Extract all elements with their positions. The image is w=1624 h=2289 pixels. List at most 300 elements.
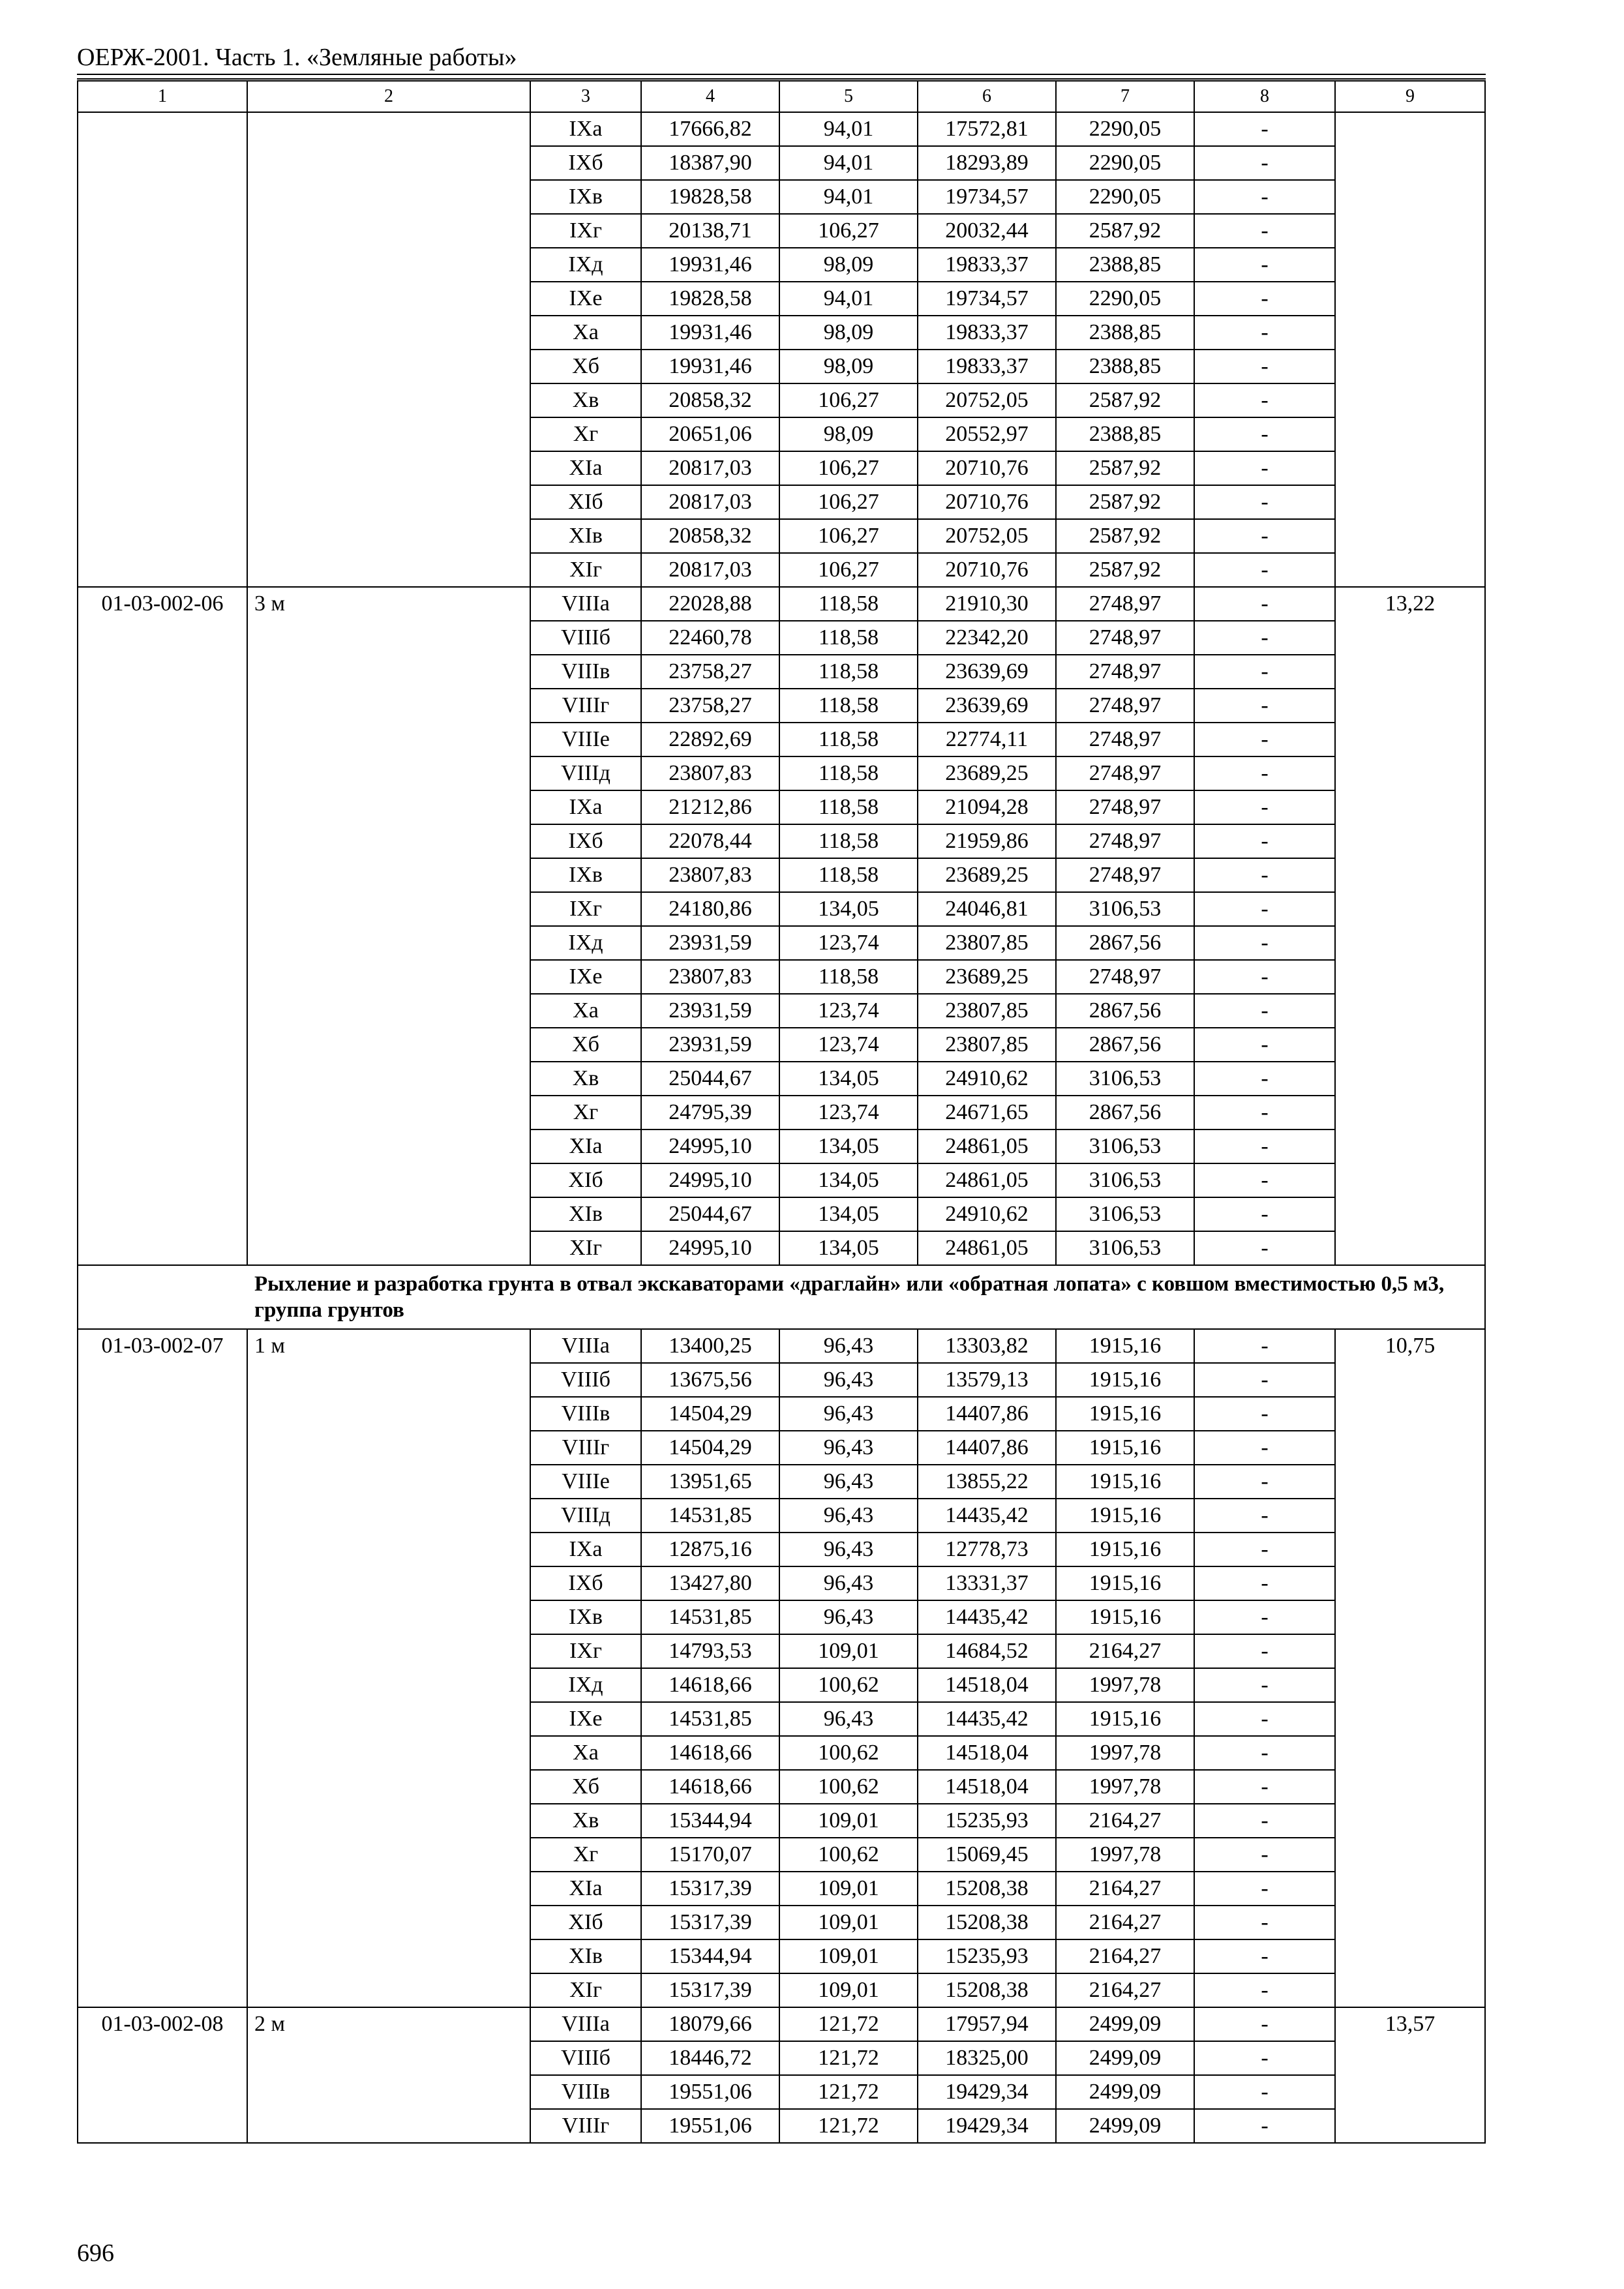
soil-group: IXа [530, 112, 641, 146]
column-header: 9 [1335, 81, 1485, 112]
total-cost: 23931,59 [641, 1028, 779, 1062]
soil-group: XIг [530, 1973, 641, 2007]
header-rule-bottom [77, 78, 1486, 80]
machine-cost: 14435,42 [918, 1702, 1056, 1736]
operator-wage: 2748,97 [1056, 689, 1194, 723]
soil-group: Xг [530, 1096, 641, 1130]
operator-wage: 2499,09 [1056, 2041, 1194, 2075]
table-row [78, 112, 1485, 146]
operator-wage: 3106,53 [1056, 1197, 1194, 1231]
soil-group: Xб [530, 1770, 641, 1804]
total-cost: 13427,80 [641, 1566, 779, 1600]
total-cost: 15344,94 [641, 1939, 779, 1973]
operator-wage: 2164,27 [1056, 1906, 1194, 1939]
machine-cost: 24910,62 [918, 1197, 1056, 1231]
column-header: 3 [530, 81, 641, 112]
total-cost: 20858,32 [641, 383, 779, 417]
material-cost: - [1194, 1939, 1335, 1973]
wage-cost: 98,09 [779, 316, 918, 350]
total-cost: 24795,39 [641, 1096, 779, 1130]
operator-wage: 2867,56 [1056, 926, 1194, 960]
machine-cost: 20752,05 [918, 519, 1056, 553]
material-cost: - [1194, 2075, 1335, 2109]
operator-wage: 2499,09 [1056, 2075, 1194, 2109]
wage-cost: 96,43 [779, 1566, 918, 1600]
column-header: 2 [247, 81, 530, 112]
soil-group: VIIIб [530, 1363, 641, 1397]
material-cost: - [1194, 1906, 1335, 1939]
total-cost: 14531,85 [641, 1499, 779, 1533]
total-cost: 14793,53 [641, 1634, 779, 1668]
total-cost: 19551,06 [641, 2109, 779, 2143]
operator-wage: 2499,09 [1056, 2109, 1194, 2143]
operator-wage: 2499,09 [1056, 2007, 1194, 2041]
material-cost: - [1194, 1566, 1335, 1600]
operator-wage: 2164,27 [1056, 1634, 1194, 1668]
operator-wage: 1915,16 [1056, 1600, 1194, 1634]
material-cost: - [1194, 756, 1335, 790]
material-cost: - [1194, 383, 1335, 417]
table-row [78, 2007, 1485, 2041]
wage-cost: 118,58 [779, 960, 918, 994]
soil-group: IXб [530, 824, 641, 858]
soil-group: IXг [530, 1634, 641, 1668]
rate-code: 01-03-002-08 [78, 2007, 247, 2143]
machine-cost: 23689,25 [918, 960, 1056, 994]
material-cost: - [1194, 2041, 1335, 2075]
operator-wage: 1915,16 [1056, 1533, 1194, 1566]
material-cost: - [1194, 2109, 1335, 2143]
total-cost: 25044,67 [641, 1062, 779, 1096]
wage-cost: 98,09 [779, 350, 918, 383]
soil-group: VIIIб [530, 621, 641, 655]
soil-group: Xа [530, 1736, 641, 1770]
operator-wage: 2748,97 [1056, 960, 1194, 994]
machine-cost: 23807,85 [918, 926, 1056, 960]
operator-wage: 1915,16 [1056, 1702, 1194, 1736]
total-cost: 20817,03 [641, 485, 779, 519]
column-header: 7 [1056, 81, 1194, 112]
machine-cost: 18293,89 [918, 146, 1056, 180]
depth-label [247, 112, 530, 587]
soil-group: XIа [530, 1872, 641, 1906]
soil-group: XIа [530, 451, 641, 485]
material-cost: - [1194, 1702, 1335, 1736]
total-cost: 23931,59 [641, 994, 779, 1028]
wage-cost: 106,27 [779, 519, 918, 553]
wage-cost: 94,01 [779, 146, 918, 180]
operator-wage: 2748,97 [1056, 655, 1194, 689]
column-header: 1 [78, 81, 247, 112]
machine-cost: 15235,93 [918, 1804, 1056, 1838]
wage-cost: 123,74 [779, 1096, 918, 1130]
price-table [77, 80, 1486, 2144]
soil-group: IXд [530, 926, 641, 960]
machine-cost: 20710,76 [918, 485, 1056, 519]
depth-label: 3 м [247, 587, 530, 1265]
operator-wage: 2867,56 [1056, 1096, 1194, 1130]
operator-wage: 2748,97 [1056, 723, 1194, 756]
column-header: 5 [779, 81, 918, 112]
wage-cost: 121,72 [779, 2109, 918, 2143]
wage-cost: 94,01 [779, 112, 918, 146]
rate-code: 01-03-002-06 [78, 587, 247, 1265]
total-cost: 18387,90 [641, 146, 779, 180]
material-cost: - [1194, 1973, 1335, 2007]
operator-wage: 3106,53 [1056, 892, 1194, 926]
machine-cost: 13303,82 [918, 1329, 1056, 1363]
soil-group: XIб [530, 1906, 641, 1939]
wage-cost: 96,43 [779, 1431, 918, 1465]
soil-group: VIIIв [530, 655, 641, 689]
rate-code [78, 112, 247, 587]
soil-group: IXд [530, 248, 641, 282]
operator-wage: 3106,53 [1056, 1163, 1194, 1197]
operator-wage: 2388,85 [1056, 350, 1194, 383]
machine-cost: 13855,22 [918, 1465, 1056, 1499]
machine-cost: 15235,93 [918, 1939, 1056, 1973]
material-cost: - [1194, 112, 1335, 146]
material-cost: - [1194, 1668, 1335, 1702]
total-cost: 18446,72 [641, 2041, 779, 2075]
operator-wage: 2748,97 [1056, 790, 1194, 824]
soil-group: XIг [530, 1231, 641, 1265]
machine-cost: 21959,86 [918, 824, 1056, 858]
operator-wage: 2290,05 [1056, 180, 1194, 214]
material-cost: - [1194, 214, 1335, 248]
operator-wage: 1915,16 [1056, 1566, 1194, 1600]
soil-group: IXе [530, 960, 641, 994]
machine-cost: 19734,57 [918, 180, 1056, 214]
material-cost: - [1194, 926, 1335, 960]
total-cost: 14504,29 [641, 1397, 779, 1431]
soil-group: VIIIд [530, 1499, 641, 1533]
labor-cost [1335, 112, 1485, 587]
material-cost: - [1194, 1736, 1335, 1770]
wage-cost: 134,05 [779, 1130, 918, 1163]
material-cost: - [1194, 1231, 1335, 1265]
operator-wage: 1997,78 [1056, 1770, 1194, 1804]
soil-group: IXд [530, 1668, 641, 1702]
total-cost: 23807,83 [641, 960, 779, 994]
machine-cost: 19833,37 [918, 248, 1056, 282]
machine-cost: 15208,38 [918, 1872, 1056, 1906]
total-cost: 23807,83 [641, 858, 779, 892]
soil-group: IXа [530, 790, 641, 824]
soil-group: XIв [530, 1939, 641, 1973]
soil-group: VIIIв [530, 1397, 641, 1431]
soil-group: VIIIг [530, 2109, 641, 2143]
total-cost: 13951,65 [641, 1465, 779, 1499]
material-cost: - [1194, 519, 1335, 553]
machine-cost: 20552,97 [918, 417, 1056, 451]
total-cost: 23807,83 [641, 756, 779, 790]
operator-wage: 2867,56 [1056, 994, 1194, 1028]
total-cost: 13400,25 [641, 1329, 779, 1363]
table-row [78, 587, 1485, 621]
soil-group: VIIIа [530, 1329, 641, 1363]
material-cost: - [1194, 417, 1335, 451]
wage-cost: 118,58 [779, 689, 918, 723]
total-cost: 19551,06 [641, 2075, 779, 2109]
total-cost: 12875,16 [641, 1533, 779, 1566]
total-cost: 14504,29 [641, 1431, 779, 1465]
soil-group: IXв [530, 180, 641, 214]
machine-cost: 23807,85 [918, 994, 1056, 1028]
wage-cost: 109,01 [779, 1939, 918, 1973]
machine-cost: 20710,76 [918, 451, 1056, 485]
material-cost: - [1194, 1872, 1335, 1906]
soil-group: VIIIа [530, 2007, 641, 2041]
total-cost: 19931,46 [641, 350, 779, 383]
machine-cost: 23639,69 [918, 655, 1056, 689]
total-cost: 15317,39 [641, 1872, 779, 1906]
soil-group: VIIIд [530, 756, 641, 790]
machine-cost: 18325,00 [918, 2041, 1056, 2075]
total-cost: 14531,85 [641, 1702, 779, 1736]
material-cost: - [1194, 1600, 1335, 1634]
total-cost: 14618,66 [641, 1668, 779, 1702]
soil-group: IXб [530, 146, 641, 180]
soil-group: IXб [530, 1566, 641, 1600]
wage-cost: 96,43 [779, 1600, 918, 1634]
machine-cost: 14407,86 [918, 1431, 1056, 1465]
total-cost: 15344,94 [641, 1804, 779, 1838]
material-cost: - [1194, 1804, 1335, 1838]
depth-label: 2 м [247, 2007, 530, 2143]
machine-cost: 20032,44 [918, 214, 1056, 248]
material-cost: - [1194, 824, 1335, 858]
material-cost: - [1194, 723, 1335, 756]
machine-cost: 21910,30 [918, 587, 1056, 621]
operator-wage: 2290,05 [1056, 146, 1194, 180]
operator-wage: 2388,85 [1056, 417, 1194, 451]
wage-cost: 118,58 [779, 756, 918, 790]
machine-cost: 19833,37 [918, 316, 1056, 350]
soil-group: Xв [530, 1062, 641, 1096]
wage-cost: 121,72 [779, 2041, 918, 2075]
machine-cost: 15069,45 [918, 1838, 1056, 1872]
header-rule-top [77, 74, 1486, 75]
column-header: 8 [1194, 81, 1335, 112]
wage-cost: 121,72 [779, 2075, 918, 2109]
material-cost: - [1194, 1197, 1335, 1231]
machine-cost: 19429,34 [918, 2109, 1056, 2143]
wage-cost: 109,01 [779, 1906, 918, 1939]
wage-cost: 100,62 [779, 1736, 918, 1770]
operator-wage: 2388,85 [1056, 316, 1194, 350]
machine-cost: 13579,13 [918, 1363, 1056, 1397]
wage-cost: 118,58 [779, 723, 918, 756]
soil-group: IXе [530, 1702, 641, 1736]
material-cost: - [1194, 1770, 1335, 1804]
material-cost: - [1194, 1838, 1335, 1872]
machine-cost: 15208,38 [918, 1973, 1056, 2007]
material-cost: - [1194, 621, 1335, 655]
machine-cost: 20710,76 [918, 553, 1056, 587]
column-header: 6 [918, 81, 1056, 112]
total-cost: 20858,32 [641, 519, 779, 553]
soil-group: XIг [530, 553, 641, 587]
soil-group: IXе [530, 282, 641, 316]
wage-cost: 100,62 [779, 1770, 918, 1804]
operator-wage: 2748,97 [1056, 824, 1194, 858]
operator-wage: 1915,16 [1056, 1329, 1194, 1363]
total-cost: 14531,85 [641, 1600, 779, 1634]
soil-group: IXв [530, 1600, 641, 1634]
soil-group: Xг [530, 1838, 641, 1872]
soil-group: IXв [530, 858, 641, 892]
wage-cost: 109,01 [779, 1804, 918, 1838]
machine-cost: 24910,62 [918, 1062, 1056, 1096]
wage-cost: 109,01 [779, 1872, 918, 1906]
total-cost: 19931,46 [641, 316, 779, 350]
operator-wage: 1997,78 [1056, 1668, 1194, 1702]
total-cost: 22078,44 [641, 824, 779, 858]
total-cost: 21212,86 [641, 790, 779, 824]
machine-cost: 24861,05 [918, 1231, 1056, 1265]
wage-cost: 100,62 [779, 1838, 918, 1872]
machine-cost: 14518,04 [918, 1770, 1056, 1804]
operator-wage: 3106,53 [1056, 1231, 1194, 1265]
machine-cost: 14435,42 [918, 1600, 1056, 1634]
material-cost: - [1194, 2007, 1335, 2041]
wage-cost: 118,58 [779, 824, 918, 858]
total-cost: 24995,10 [641, 1231, 779, 1265]
operator-wage: 1997,78 [1056, 1736, 1194, 1770]
table-row [78, 1329, 1485, 1363]
soil-group: Xб [530, 350, 641, 383]
total-cost: 14618,66 [641, 1736, 779, 1770]
material-cost: - [1194, 790, 1335, 824]
wage-cost: 109,01 [779, 1634, 918, 1668]
material-cost: - [1194, 689, 1335, 723]
section-row [78, 1265, 1485, 1329]
operator-wage: 2388,85 [1056, 248, 1194, 282]
wage-cost: 94,01 [779, 180, 918, 214]
wage-cost: 134,05 [779, 1163, 918, 1197]
operator-wage: 2587,92 [1056, 485, 1194, 519]
machine-cost: 24671,65 [918, 1096, 1056, 1130]
total-cost: 22028,88 [641, 587, 779, 621]
soil-group: VIIIб [530, 2041, 641, 2075]
total-cost: 15170,07 [641, 1838, 779, 1872]
machine-cost: 23807,85 [918, 1028, 1056, 1062]
machine-cost: 14435,42 [918, 1499, 1056, 1533]
wage-cost: 118,58 [779, 621, 918, 655]
labor-cost: 13,22 [1335, 587, 1485, 1265]
soil-group: IXг [530, 214, 641, 248]
operator-wage: 1915,16 [1056, 1363, 1194, 1397]
wage-cost: 134,05 [779, 1062, 918, 1096]
material-cost: - [1194, 1363, 1335, 1397]
operator-wage: 2587,92 [1056, 214, 1194, 248]
total-cost: 19828,58 [641, 180, 779, 214]
material-cost: - [1194, 1533, 1335, 1566]
machine-cost: 17957,94 [918, 2007, 1056, 2041]
operator-wage: 1997,78 [1056, 1838, 1194, 1872]
machine-cost: 24861,05 [918, 1163, 1056, 1197]
operator-wage: 2748,97 [1056, 858, 1194, 892]
section-cell [78, 1265, 1485, 1329]
operator-wage: 2587,92 [1056, 553, 1194, 587]
wage-cost: 134,05 [779, 892, 918, 926]
wage-cost: 121,72 [779, 2007, 918, 2041]
total-cost: 23758,27 [641, 655, 779, 689]
soil-group: XIв [530, 519, 641, 553]
wage-cost: 106,27 [779, 383, 918, 417]
page-number: 696 [77, 2239, 114, 2267]
material-cost: - [1194, 1130, 1335, 1163]
machine-cost: 15208,38 [918, 1906, 1056, 1939]
total-cost: 20651,06 [641, 417, 779, 451]
material-cost: - [1194, 350, 1335, 383]
soil-group: Xб [530, 1028, 641, 1062]
total-cost: 22892,69 [641, 723, 779, 756]
machine-cost: 23639,69 [918, 689, 1056, 723]
total-cost: 19828,58 [641, 282, 779, 316]
operator-wage: 2748,97 [1056, 587, 1194, 621]
total-cost: 23931,59 [641, 926, 779, 960]
total-cost: 14618,66 [641, 1770, 779, 1804]
operator-wage: 3106,53 [1056, 1130, 1194, 1163]
material-cost: - [1194, 1397, 1335, 1431]
rate-code: 01-03-002-07 [78, 1329, 247, 2007]
operator-wage: 2290,05 [1056, 282, 1194, 316]
soil-group: Xг [530, 417, 641, 451]
page-header: ОЕРЖ-2001. Часть 1. «Земляные работы» [77, 44, 517, 71]
wage-cost: 96,43 [779, 1499, 918, 1533]
wage-cost: 109,01 [779, 1973, 918, 2007]
operator-wage: 2164,27 [1056, 1872, 1194, 1906]
machine-cost: 14684,52 [918, 1634, 1056, 1668]
soil-group: Xа [530, 316, 641, 350]
material-cost: - [1194, 1465, 1335, 1499]
material-cost: - [1194, 1499, 1335, 1533]
machine-cost: 19734,57 [918, 282, 1056, 316]
machine-cost: 17572,81 [918, 112, 1056, 146]
machine-cost: 14407,86 [918, 1397, 1056, 1431]
material-cost: - [1194, 1329, 1335, 1363]
operator-wage: 2164,27 [1056, 1939, 1194, 1973]
machine-cost: 23689,25 [918, 756, 1056, 790]
machine-cost: 19833,37 [918, 350, 1056, 383]
operator-wage: 2867,56 [1056, 1028, 1194, 1062]
total-cost: 17666,82 [641, 112, 779, 146]
machine-cost: 22342,20 [918, 621, 1056, 655]
total-cost: 19931,46 [641, 248, 779, 282]
operator-wage: 2587,92 [1056, 451, 1194, 485]
total-cost: 13675,56 [641, 1363, 779, 1397]
soil-group: XIа [530, 1130, 641, 1163]
total-cost: 23758,27 [641, 689, 779, 723]
wage-cost: 106,27 [779, 553, 918, 587]
machine-cost: 24861,05 [918, 1130, 1056, 1163]
operator-wage: 2748,97 [1056, 756, 1194, 790]
soil-group: IXг [530, 892, 641, 926]
wage-cost: 123,74 [779, 1028, 918, 1062]
machine-cost: 14518,04 [918, 1736, 1056, 1770]
wage-cost: 118,58 [779, 790, 918, 824]
material-cost: - [1194, 248, 1335, 282]
material-cost: - [1194, 1431, 1335, 1465]
wage-cost: 118,58 [779, 587, 918, 621]
operator-wage: 2164,27 [1056, 1804, 1194, 1838]
total-cost: 15317,39 [641, 1906, 779, 1939]
total-cost: 24995,10 [641, 1130, 779, 1163]
machine-cost: 23689,25 [918, 858, 1056, 892]
labor-cost: 10,75 [1335, 1329, 1485, 2007]
